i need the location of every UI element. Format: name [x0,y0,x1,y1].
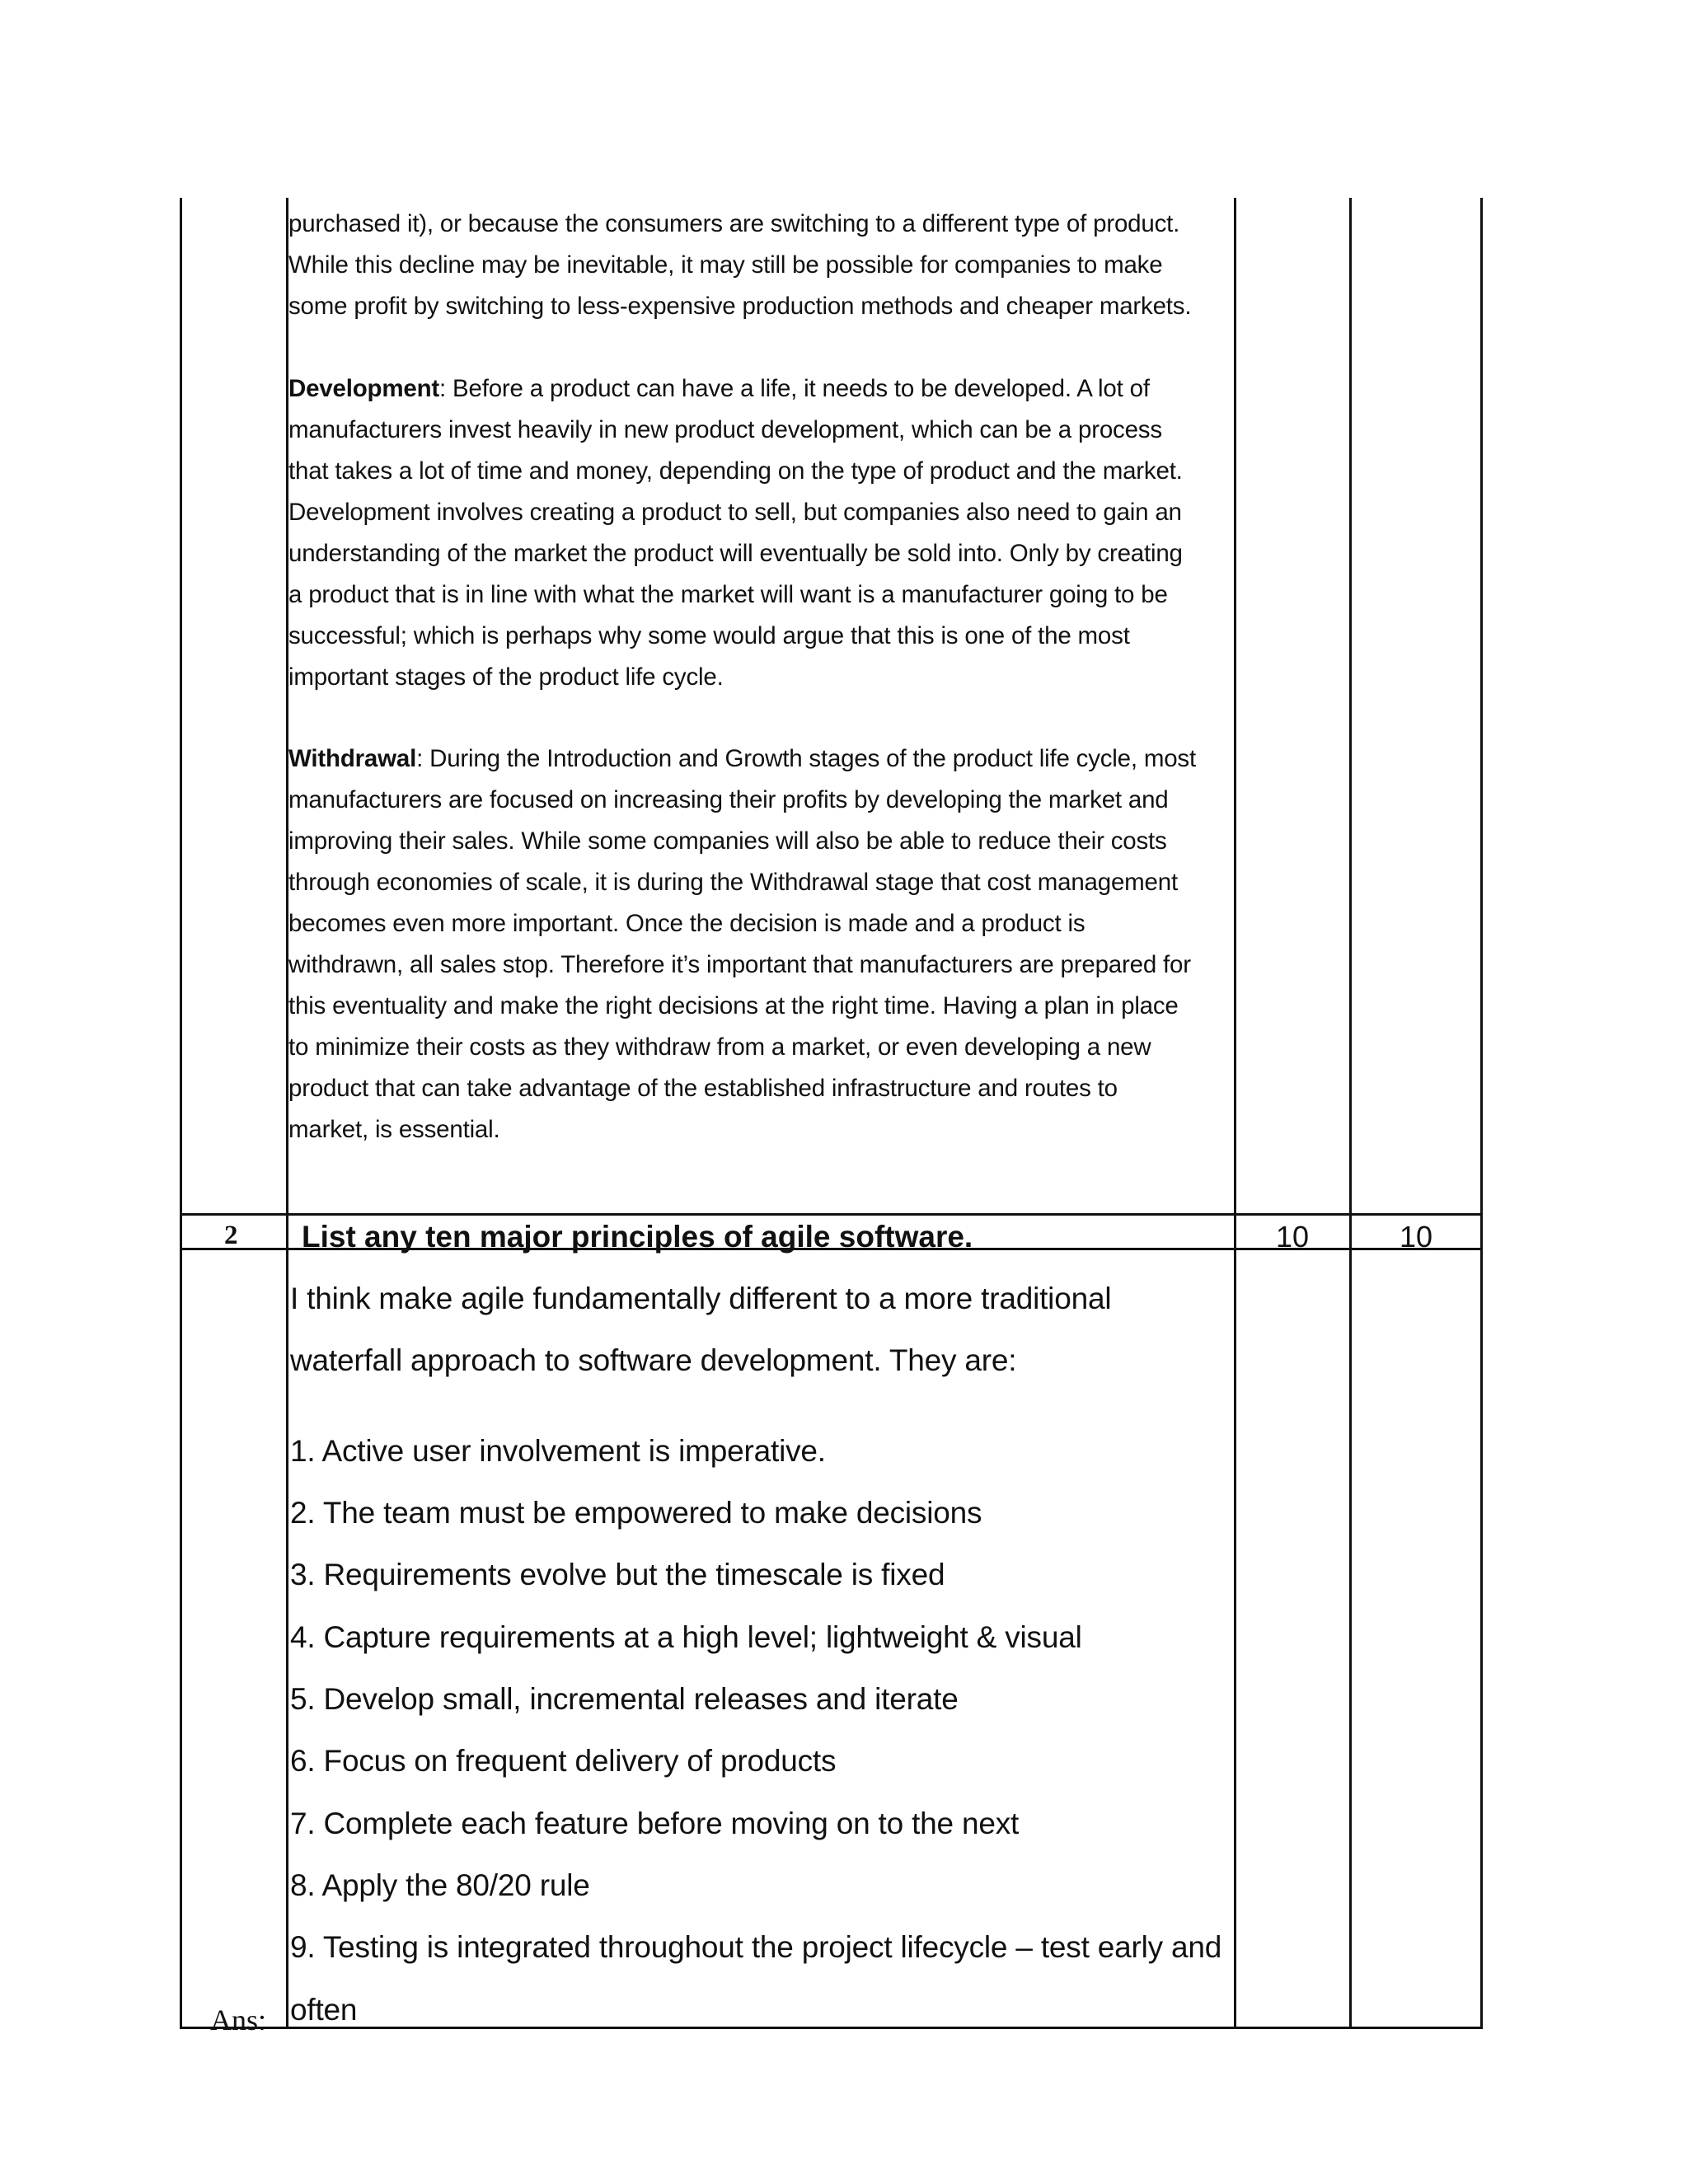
development-line: successful; which is perhaps why some would argue that this is one of the most [288,622,1130,649]
withdrawal-line: product that can take advantage of the established infrastructure and routes to [288,1075,1118,1102]
development-first-line [288,375,1150,403]
principle-item: 7. Complete each feature before moving on to the next [290,1807,1020,1840]
answer-label: Ans: [210,2004,267,2036]
continuation-line: some profit by switching to less-expensive production methods and cheaper markets. [288,293,1192,320]
continuation-line: purchased it), or because the consumers are switching to a different type of product. [288,210,1180,237]
principle-item: 4. Capture requirements at a high level; lightweight & visual [290,1620,1082,1654]
development-line: Development involves creating a product to sell, but companies also need to gain an [288,499,1182,526]
development-line: that takes a lot of time and money, depending on the type of product and the market. [288,457,1183,485]
answer-intro-line: I think make agile fundamentally different to a more traditional [290,1282,1112,1315]
withdrawal-line: to minimize their costs as they withdraw from a market, or even developing a new [288,1033,1151,1061]
principle-item: 9. Testing is integrated throughout the project lifecycle – test early and [290,1930,1222,1964]
withdrawal-line: withdrawn, all sales stop. Therefore it’s important that manufacturers are prepared for [288,951,1191,978]
table-left-border [180,198,182,2029]
development-line: manufacturers invest heavily in new product development, which can be a process [288,416,1162,443]
continuation-line: While this decline may be inevitable, it may still be possible for companies to make [288,251,1163,279]
principle-item: 2. The team must be empowered to make decisions [290,1496,982,1530]
question-text: List any ten major principles of agile software. [302,1220,973,1254]
development-line: understanding of the market the product will eventually be sold into. Only by creating [288,540,1183,567]
development-line: important stages of the product life cycle. [288,663,724,691]
principle-item: 6. Focus on frequent delivery of products [290,1744,837,1778]
table-divider-marks-column [1234,198,1236,2029]
development-first-line-text: : Before a product can have a life, it needs to be developed. A lot of [439,375,1150,402]
withdrawal-term: Withdrawal [288,745,417,772]
principle-item: 3. Requirements evolve but the timescale is fixed [290,1558,945,1591]
table-divider-marks-column-2 [1349,198,1352,2029]
principle-item: 1. Active user involvement is imperative. [290,1434,826,1468]
withdrawal-first-line [288,745,1196,773]
withdrawal-line: becomes even more important. Once the decision is made and a product is [288,910,1085,937]
development-line: a product that is in line with what the market will want is a manufacturer going to be [288,581,1168,608]
table-right-border [1480,198,1483,2029]
withdrawal-line: manufacturers are focused on increasing their profits by developing the market and [288,786,1169,813]
withdrawal-line: improving their sales. While some companies will also be able to reduce their costs [288,827,1167,855]
development-term: Development [288,375,440,402]
table-bottom-border [180,2027,1483,2029]
question-number: 2 [224,1221,238,1250]
withdrawal-line: market, is essential. [288,1116,500,1143]
withdrawal-line: this eventuality and make the right decisions at the right time. Having a plan in place [288,992,1179,1019]
question-marks-1: 10 [1276,1220,1310,1254]
question-marks-2: 10 [1400,1220,1433,1254]
row-divider-top [180,1213,1483,1216]
principle-item: often [290,1993,358,2027]
principle-item: 5. Develop small, incremental releases and iterate [290,1682,959,1716]
answer-intro-line: waterfall approach to software development. They are: [290,1343,1017,1377]
principle-item: 8. Apply the 80/20 rule [290,1868,590,1902]
withdrawal-first-line-text: : During the Introduction and Growth stages of the product life cycle, most [416,745,1196,772]
withdrawal-line: through economies of scale, it is during the Withdrawal stage that cost management [288,869,1178,896]
